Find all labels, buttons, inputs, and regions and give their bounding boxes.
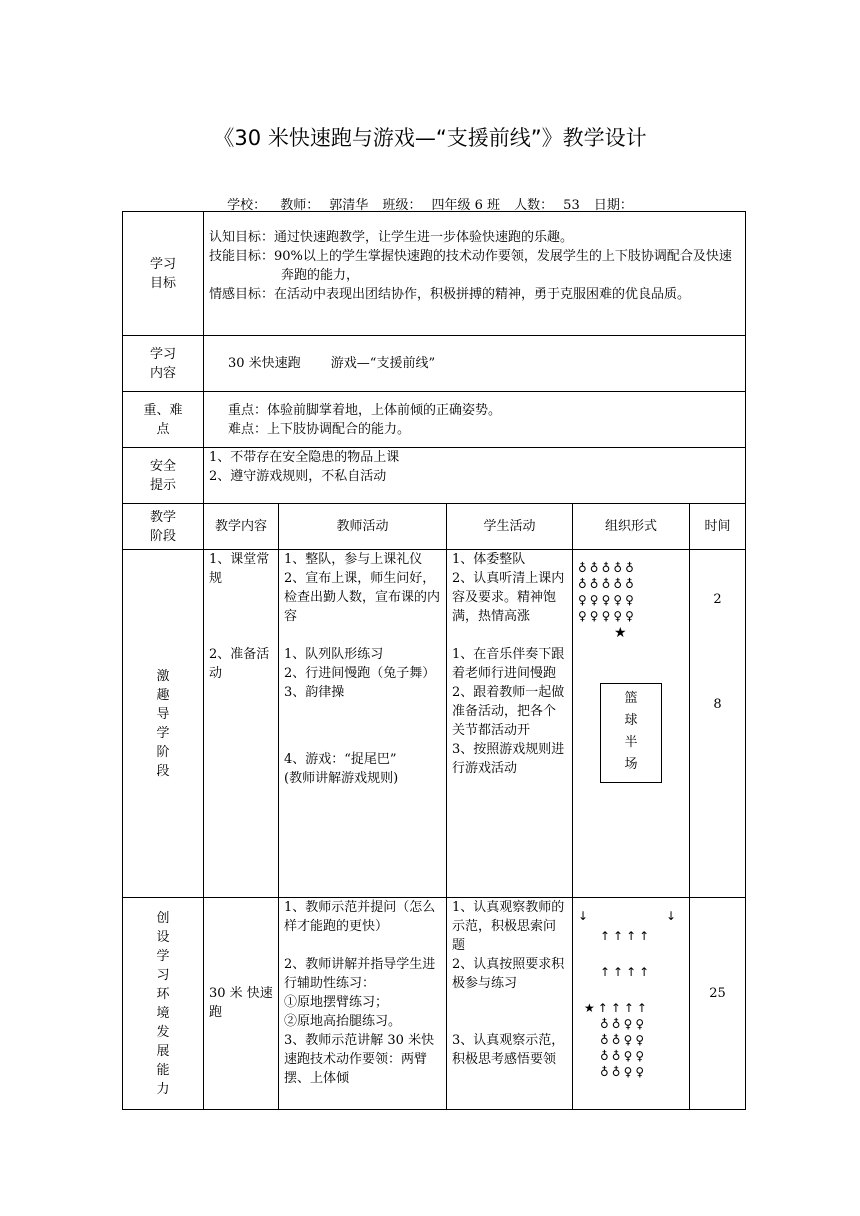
class-label: 班级：: [382, 198, 422, 213]
teacher-activity: ②原地高抬腿练习。: [284, 1014, 402, 1029]
spacer: [209, 588, 273, 645]
stage2-char: 发: [156, 1024, 170, 1040]
content-label-line: 学习: [149, 346, 176, 362]
date-label: 日期：: [593, 198, 633, 213]
cognitive-goal: 认知目标：通过快速跑教学，让学生进一步体验快速跑的乐趣。: [209, 230, 574, 245]
teacher-activity: 2、行进间慢跑（兔子舞）: [284, 666, 436, 681]
safety-label-line: 提示: [149, 477, 176, 493]
page-title: 《30 米快速跑与游戏—“支援前线”》教学设计: [213, 126, 647, 150]
teacher-activity: 1、队列队形练习: [284, 647, 384, 662]
student-activity: 3、认真观察示范，积极思考感悟要领: [452, 1033, 565, 1067]
header-student: 学生活动: [447, 504, 573, 550]
arrow-up-row: ↑↑↑↑: [600, 965, 653, 979]
teacher-activity: 2、教师讲解并指导学生进行辅助性练习：: [284, 957, 436, 991]
safety-label-line: 安全: [149, 458, 176, 474]
stage1-time: [690, 550, 746, 898]
stage2-row: [123, 898, 746, 1110]
court-char: 场: [624, 757, 638, 772]
student-activity: 2、认真按照要求积极参与练习: [452, 957, 565, 991]
header-content: 教学内容: [204, 504, 279, 550]
stage1-teacher: [279, 550, 447, 898]
spacer: [695, 609, 740, 695]
formation-row: ♁♁♀♀: [600, 1065, 648, 1079]
student-activity: 1、体委整队: [452, 552, 526, 567]
spacer: [452, 993, 567, 1031]
key-point: 重点：体验前脚掌着地，上体前倾的正确姿势。: [228, 402, 502, 418]
formation-row: ♁♁♀♀: [600, 1033, 648, 1047]
header-stage: [123, 504, 204, 550]
stage2-formation: [573, 898, 690, 1110]
time-value: 8: [713, 697, 722, 712]
teacher-activity: (教师讲解游戏规则): [284, 771, 399, 786]
student-activity: 2、跟着教师一起做准备活动，把各个关节都活动开: [452, 685, 565, 738]
stage1-char: 段: [156, 763, 170, 779]
formation-row: ♀♀♀♀♀: [578, 609, 637, 623]
key-text: [204, 392, 746, 448]
court-char: 半: [624, 735, 638, 750]
safety-text: [204, 448, 746, 504]
stage1-char: 学: [156, 725, 170, 741]
formation-row: ♁♁♀♀: [600, 1017, 648, 1031]
content-row: [123, 336, 746, 392]
teacher-label: 教师：: [280, 198, 320, 213]
stage1-char: 阶: [156, 744, 170, 760]
safety-label: [123, 448, 204, 504]
difficult-point: 难点：上下肢协调配合的能力。: [228, 421, 411, 437]
header-org: 组织形式: [573, 504, 690, 550]
teacher-activity: 1、教师示范并提问（怎么样才能跑的更快）: [284, 900, 436, 934]
court-char: 球: [624, 713, 638, 728]
spacer: [284, 626, 441, 645]
stage1-char: 趣: [156, 687, 170, 703]
student-activity: 1、在音乐伴奏下跟着老师行进间慢跑: [452, 647, 565, 681]
stage2-char: 境: [156, 1005, 170, 1021]
stage1-char: 导: [156, 706, 170, 722]
stage1-name: [123, 550, 204, 898]
goals-row: [123, 212, 746, 336]
stage1-formation: [573, 550, 690, 898]
content-label: [123, 336, 204, 392]
safety-item: 1、不带存在安全隐患的物品上课: [209, 450, 400, 465]
student-activity: 3、按照游戏规则进行游戏活动: [452, 742, 565, 776]
court-char: 篮: [624, 691, 638, 706]
key-label-line: 重、难: [143, 402, 183, 418]
stage2-name: [123, 898, 204, 1110]
student-activity: 1、认真观察教师的示范，积极思索问题: [452, 900, 565, 953]
formation-row: ♁♁♁♁♁: [578, 561, 637, 575]
formation-row: ♁♁♁♁♁: [578, 577, 637, 591]
header-stage-line: 教学: [149, 509, 176, 525]
spacer: [284, 936, 441, 955]
goals-text: [204, 212, 746, 336]
arrow-up-row: ↑↑↑↑: [600, 929, 653, 943]
key-label: [123, 392, 204, 448]
star-arrow-row: ★↑↑↑↑: [584, 1001, 650, 1015]
stage2-char: 创: [156, 910, 170, 926]
stage2-char: 力: [156, 1081, 170, 1097]
count-value: 53: [563, 198, 580, 213]
stage2-time: 25: [690, 898, 746, 1110]
content-text: 30 米快速跑 游戏—“支援前线”: [204, 336, 746, 392]
stage2-content: 30 米 快速跑: [204, 898, 279, 1110]
count-label: 人数：: [514, 198, 554, 213]
student-activity: 2、认真听清上课内容及要求。精神饱满，热情高涨: [452, 571, 565, 624]
goals-label-line: 目标: [149, 275, 176, 291]
stage1-char: 激: [156, 668, 170, 684]
warmup-item: 2、准备活动: [209, 647, 270, 681]
header-teacher: 教师活动: [279, 504, 447, 550]
spacer: [695, 550, 740, 590]
spacer: [452, 626, 567, 645]
stage1-content: [204, 550, 279, 898]
teacher-star-icon: ★: [614, 625, 627, 641]
formation-row: ♀♀♀♀♀: [578, 593, 637, 607]
routine-item: 1、课堂常规: [209, 552, 270, 586]
stage2-char: 习: [156, 967, 170, 983]
class-value: 四年级 6 班: [431, 198, 501, 213]
stage1-student: [447, 550, 573, 898]
header-stage-line: 阶段: [149, 528, 176, 544]
stage2-char: 展: [156, 1043, 170, 1059]
stage2-char: 学: [156, 948, 170, 964]
stage1-row: [123, 550, 746, 898]
formation-row: ♁♁♀♀: [600, 1049, 648, 1063]
teacher-name: 郭清华: [329, 198, 369, 213]
spacer: [284, 702, 441, 750]
safety-row: [123, 448, 746, 504]
arrow-down-icon: ↓ ↓: [578, 909, 680, 923]
school-label: 学校：: [227, 198, 267, 213]
teacher-activity: ①原地摆臂练习；: [284, 995, 389, 1010]
time-value: 2: [713, 592, 722, 607]
teacher-activity: 3、教师示范讲解 30 米快速跑技术动作要领：两臂摆、上体倾: [284, 1033, 435, 1086]
goals-label: [123, 212, 204, 336]
teacher-activity: 4、游戏：“捉尾巴”: [284, 752, 397, 767]
teacher-activity: 2、宣布上课，师生问好，检查出勤人数，宣布课的内容: [284, 571, 441, 624]
safety-item: 2、遵守游戏规则，不私自活动: [209, 469, 387, 484]
stage2-teacher: [279, 898, 447, 1110]
key-row: [123, 392, 746, 448]
stage2-student: [447, 898, 573, 1110]
stage2-char: 设: [156, 929, 170, 945]
header-time: 时间: [690, 504, 746, 550]
content-label-line: 内容: [149, 365, 176, 381]
basketball-court-box: [600, 683, 662, 783]
key-label-line: 点: [156, 421, 170, 437]
lesson-plan-table: [122, 211, 746, 1110]
skill-goal: 技能目标：90%以上的学生掌握快速跑的技术动作要领，发展学生的上下肢协调配合及快速奔跑的能力，: [209, 249, 732, 283]
stage2-char: 环: [156, 986, 170, 1002]
teacher-activity: 3、韵律操: [284, 685, 345, 700]
stage2-char: 能: [156, 1062, 170, 1078]
goals-label-line: 学习: [149, 256, 176, 272]
emotion-goal: 情感目标：在活动中表现出团结协作，积极拼搏的精神，勇于克服困难的优良品质。: [209, 287, 691, 302]
header-row: [123, 504, 746, 550]
teacher-activity: 1、整队，参与上课礼仪: [284, 552, 423, 567]
